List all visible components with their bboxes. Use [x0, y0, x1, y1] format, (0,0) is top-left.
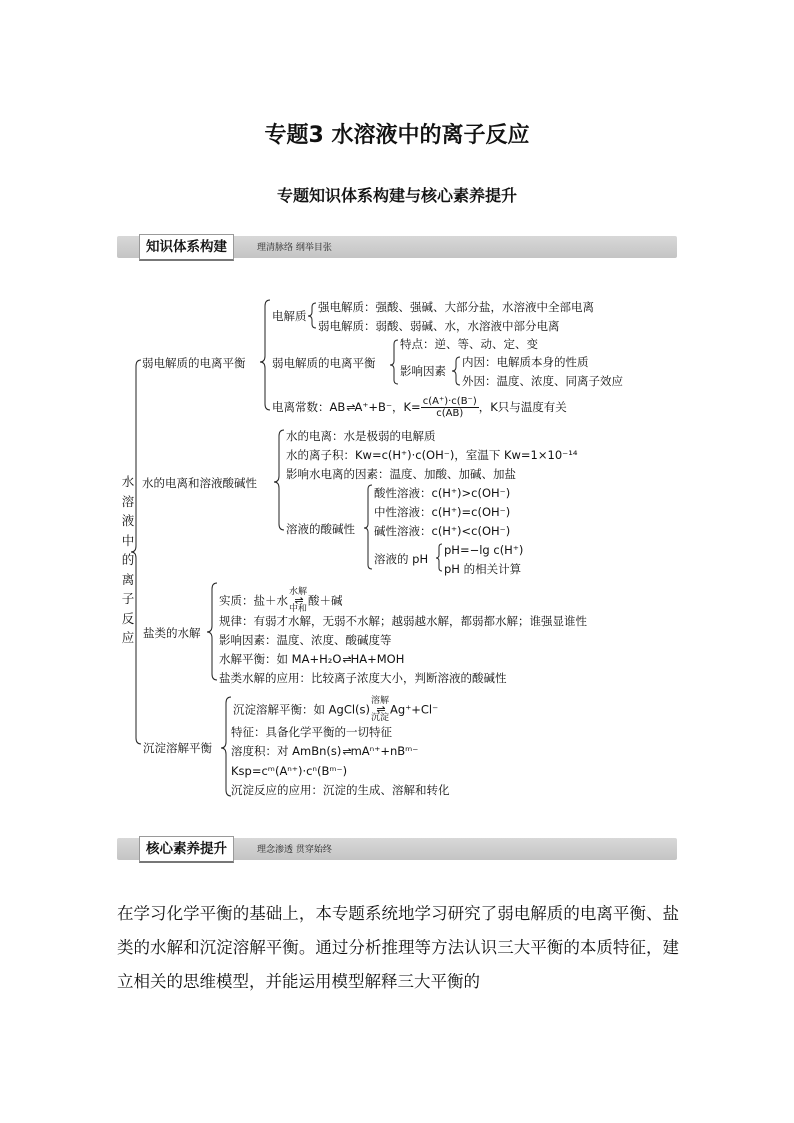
precip-application-text: 沉淀反应的应用：沉淀的生成、溶解和转化 [231, 783, 450, 797]
precip-eq-prefix: 沉淀溶解平衡：如 AgCl(s) [233, 702, 371, 717]
kw-text: 水的离子积：Kw=c(H⁺)·c(OH⁻)，室温下 Kw=1×10⁻¹⁴ [286, 448, 578, 462]
neutral-text: 中性溶液：c(H⁺)=c(OH⁻) [374, 505, 511, 519]
salt-factors-text: 影响因素：温度、浓度、酸碱度等 [219, 633, 392, 647]
salt-rule-text: 规律：有弱才水解，无弱不水解；越弱越水解，都弱都水解；谁强显谁性 [219, 614, 587, 628]
constant-products: A⁺+B⁻，K= [354, 400, 421, 414]
section-tag: 知识体系构建 [139, 234, 234, 261]
equilibrium-arrow-icon: ⇌ [342, 652, 350, 666]
hydrolysis-eq-prefix: 水解平衡：如 MA+H₂O [219, 652, 342, 666]
ionization-constant-text [272, 396, 567, 419]
arrow-top-label: 溶解 [371, 696, 390, 706]
essence-suffix: 酸＋碱 [308, 593, 343, 608]
water-ionization-text: 水的电离：水是极弱的电解质 [286, 429, 436, 443]
ksp-expression-text: Ksp=cᵐ(Aⁿ⁺)·cⁿ(Bᵐ⁻) [231, 764, 348, 778]
page-subtitle: 专题知识体系构建与核心素养提升 [276, 186, 517, 205]
arrow-bottom-label: 中和 [289, 604, 308, 614]
acidic-text: 酸性溶液：c(H⁺)>c(OH⁻) [374, 486, 511, 500]
k-fraction [421, 396, 479, 419]
k-denominator: c(AB) [436, 408, 464, 419]
salt-application-text: 盐类水解的应用：比较离子浓度大小，判断溶液的酸碱性 [219, 671, 507, 685]
ksp-definition-text [231, 744, 418, 758]
internal-factor-text: 内因：电解质本身的性质 [462, 355, 589, 369]
strong-electrolyte-text: 强电解质：强酸、强碱、大部分盐，水溶液中全部电离 [318, 300, 594, 314]
equilibrium-arrow-icon: ⇌ [346, 400, 354, 414]
body-paragraph: 在学习化学平衡的基础上，本专题系统地学习研究了弱电解质的电离平衡、盐类的水解和沉淀溶解平衡。通过分析推理等方法认识三大平衡的本质特征，建立相关的思维模型，并能运用模型解释三大平衡的 [117, 904, 679, 991]
diagram-root-label: 水溶液中的离子反应 [121, 474, 135, 645]
factors-label: 影响因素 [400, 364, 446, 378]
basic-text: 碱性溶液：c(H⁺)<c(OH⁻) [374, 524, 511, 538]
precipitation-label: 沉淀溶解平衡 [143, 741, 212, 755]
section-subtag: 理念渗透 贯穿始终 [257, 845, 332, 855]
constant-prefix: 电离常数：AB [272, 400, 346, 414]
dissolution-arrow-icon: 溶解 ⇌ 沉淀 [371, 696, 390, 723]
features-text: 特点：逆、等、动、定、变 [400, 337, 538, 351]
weak-electrolyte-text: 弱电解质：弱酸、弱碱、水，水溶液中部分电离 [318, 319, 560, 333]
equilibrium-arrow-icon: ⇌ [342, 744, 350, 758]
hydrolysis-eq-suffix: HA+MOH [350, 652, 405, 666]
arrow-bottom-label: 沉淀 [371, 713, 390, 723]
external-factor-text: 外因：温度、浓度、同离子效应 [462, 374, 623, 388]
section-subtag: 理清脉络 纲举目张 [257, 243, 332, 253]
ph-calculation: pH 的相关计算 [444, 562, 522, 576]
section-tag: 核心素养提升 [139, 836, 234, 863]
weak-electrolyte-label: 弱电解质的电离平衡 [142, 356, 246, 370]
precip-feature-text: 特征：具备化学平衡的一切特征 [231, 725, 392, 739]
arrow-top-label: 水解 [289, 587, 308, 597]
water-ionization-label: 水的电离和溶液酸碱性 [142, 476, 257, 490]
ksp-suffix: mAⁿ⁺+nBᵐ⁻ [350, 744, 419, 758]
acidity-label: 溶液的酸碱性 [286, 522, 355, 536]
hydrolysis-equilibrium-text [219, 652, 404, 666]
ionization-equilibrium-label: 弱电解质的电离平衡 [272, 356, 376, 370]
water-factors-text: 影响水电离的因素：温度、加酸、加碱、加盐 [286, 467, 516, 481]
hydrolysis-arrow-icon: 水解 ⇌ 中和 [289, 587, 308, 614]
ksp-prefix: 溶度积：对 AmBn(s) [231, 744, 342, 758]
ph-definition: pH=−lg c(H⁺) [444, 543, 524, 557]
salt-hydrolysis-label: 盐类的水解 [143, 626, 201, 640]
k-numerator: c(A⁺)·c(B⁻) [422, 396, 477, 407]
precip-equilibrium-text [233, 697, 438, 723]
section-banner-core [117, 838, 677, 860]
electrolyte-label: 电解质 [272, 309, 307, 323]
constant-suffix: ，K只与温度有关 [478, 400, 567, 414]
essence-prefix: 实质：盐＋水 [219, 593, 288, 608]
page-title: 专题3 水溶液中的离子反应 [264, 123, 530, 148]
salt-essence-text [219, 588, 343, 614]
ph-label: 溶液的 pH [374, 552, 429, 566]
precip-eq-suffix: Ag⁺+Cl⁻ [390, 702, 439, 717]
